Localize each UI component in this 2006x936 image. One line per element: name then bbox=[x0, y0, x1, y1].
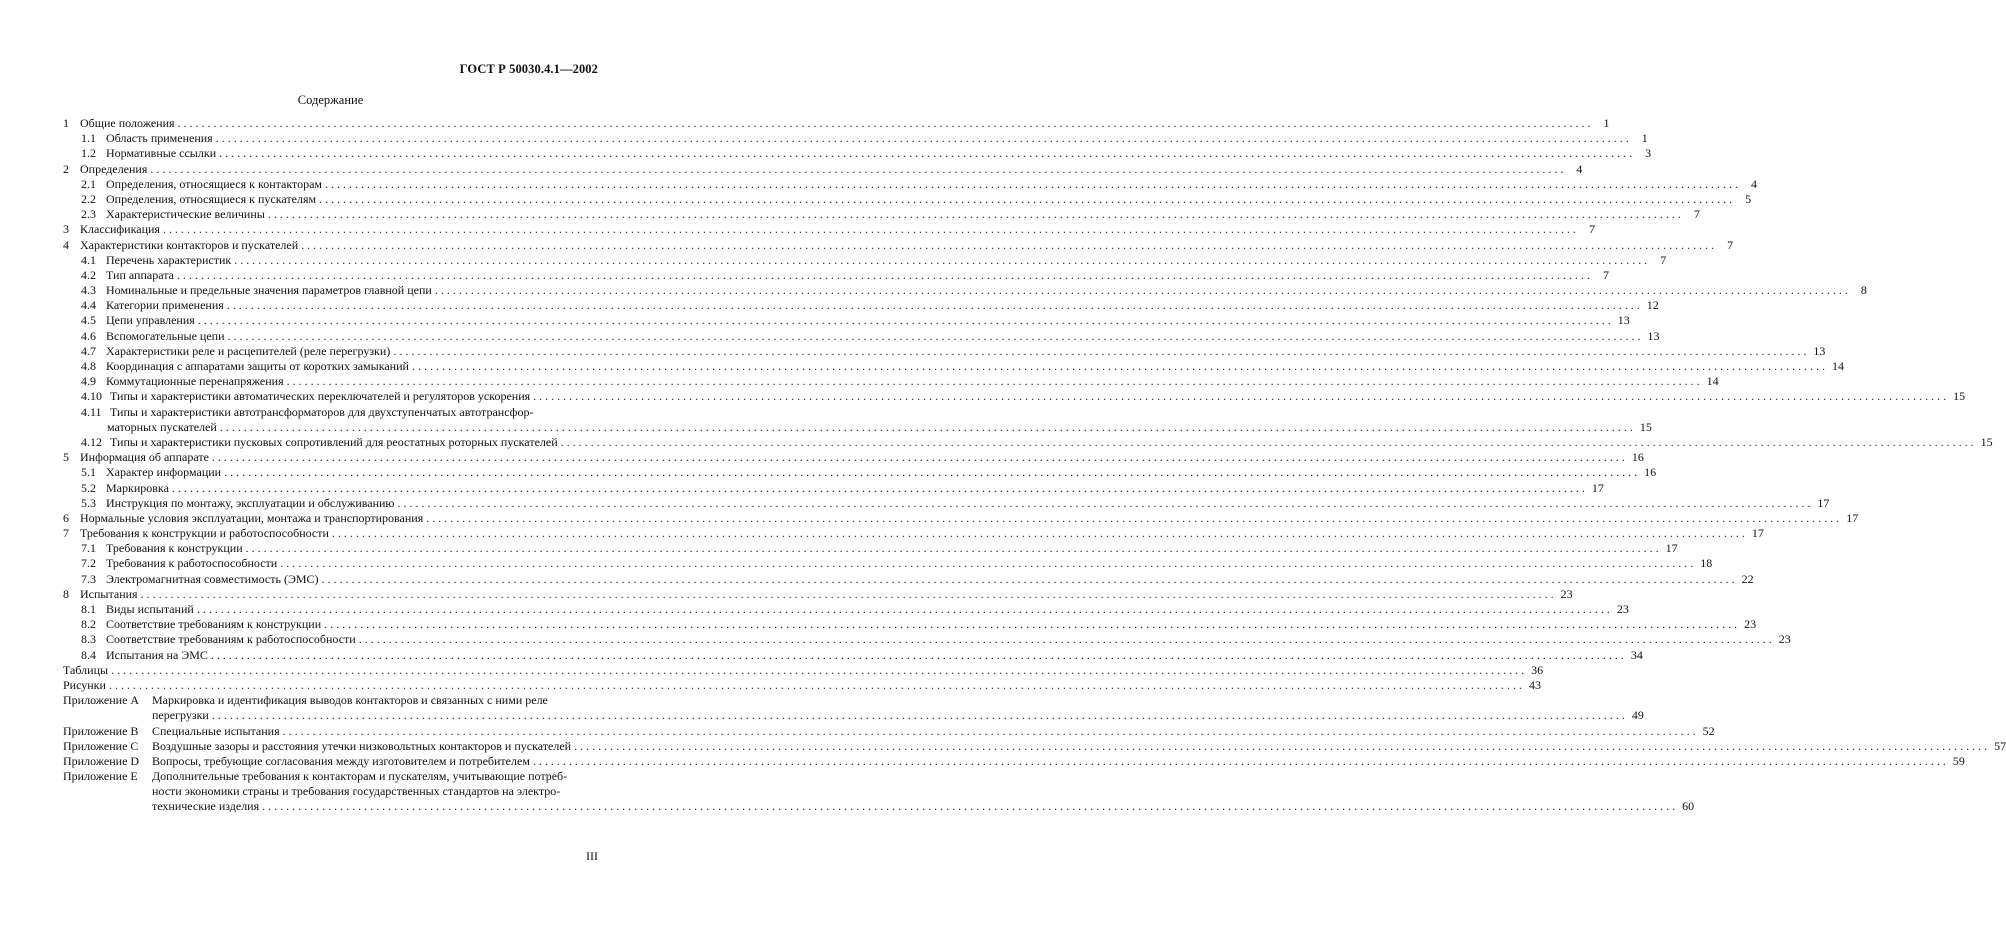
toc-entry[interactable]: 4.4 Категории применения . . . 12 bbox=[63, 298, 599, 313]
toc-entry[interactable]: 5 Информация об аппарате . . . 16 bbox=[63, 450, 599, 465]
toc-entry[interactable]: 8.4 Испытания на ЭМС . . . 34 bbox=[63, 648, 599, 663]
toc-entry[interactable]: 4.12 Типы и характеристики пусковых сопротивлений для реостатных роторных пускателей . . . 15 bbox=[63, 435, 599, 450]
toc-entry[interactable]: 4.5 Цепи управления . . . 13 bbox=[63, 313, 599, 328]
toc-entry[interactable]: 5.1 Характер информации . . . 16 bbox=[63, 465, 599, 480]
toc-entry[interactable]: 4.3 Номинальные и предельные значения параметров главной цепи . . . 8 bbox=[63, 283, 599, 298]
page-title: Содержание bbox=[297, 93, 364, 107]
toc-entry-continuation[interactable]: перегрузки . . . 49 bbox=[63, 708, 599, 723]
toc-entry-appendix[interactable]: Приложение D Вопросы, требующие согласования между изготовителем и потребителем . . . 59 bbox=[63, 754, 599, 769]
toc-entry-appendix[interactable]: Приложение C Воздушные зазоры и расстояния утечки низковольтных контакторов и пускателей . . . 57 bbox=[63, 739, 599, 754]
toc-entry[interactable]: 4 Характеристики контакторов и пускателей . . . 7 bbox=[63, 238, 599, 253]
toc-entry[interactable]: 1 Общие положения . . . 1 bbox=[63, 116, 599, 131]
toc-entry[interactable]: 2.2 Определения, относящиеся к пускателям . . . 5 bbox=[63, 192, 599, 207]
toc-entry[interactable]: Таблицы . . . 36 bbox=[63, 663, 599, 678]
table-of-contents bbox=[63, 116, 2006, 815]
toc-entry[interactable]: 4.9 Коммутационные перенапряжения . . . 14 bbox=[63, 374, 599, 389]
toc-entry[interactable]: 7.1 Требования к конструкции . . . 17 bbox=[63, 541, 599, 556]
toc-entry[interactable]: 4.6 Вспомогательные цепи . . . 13 bbox=[63, 329, 599, 344]
toc-entry[interactable]: 8.2 Соответствие требованиям к конструкции . . . 23 bbox=[63, 617, 599, 632]
toc-entry-appendix[interactable]: Приложение A Маркировка и идентификация выводов контакторов и связанных с ними реле bbox=[63, 693, 548, 708]
document-standard-number: ГОСТ Р 50030.4.1—2002 bbox=[459, 62, 598, 76]
toc-entry[interactable]: 1.1 Область применения . . . 1 bbox=[63, 131, 599, 146]
toc-entry[interactable]: 4.10 Типы и характеристики автоматических переключателей и регуляторов ускорения . . . 15 bbox=[63, 389, 599, 404]
toc-entry[interactable]: 5.2 Маркировка . . . 17 bbox=[63, 481, 599, 496]
page-number: III bbox=[586, 849, 598, 863]
toc-entry[interactable]: 8.1 Виды испытаний . . . 23 bbox=[63, 602, 599, 617]
toc-entry[interactable]: 1.2 Нормативные ссылки . . . 3 bbox=[63, 146, 599, 161]
toc-entry-appendix[interactable]: Приложение E Дополнительные требования к контакторам и пускателям, учитывающие потреб- bbox=[63, 769, 568, 784]
toc-entry[interactable]: 7 Требования к конструкции и работоспособности . . . 17 bbox=[63, 526, 599, 541]
toc-entry[interactable]: 8 Испытания . . . 23 bbox=[63, 587, 599, 602]
toc-entry[interactable]: 2 Определения . . . 4 bbox=[63, 162, 599, 177]
toc-entry-continuation[interactable]: маторных пускателей . . . 15 bbox=[63, 420, 599, 435]
toc-entry[interactable]: 6 Нормальные условия эксплуатации, монтажа и транспортирования . . . 17 bbox=[63, 511, 599, 526]
toc-entry[interactable]: 8.3 Соответствие требованиям к работоспособности . . . 23 bbox=[63, 632, 599, 647]
toc-entry[interactable]: 7.2 Требования к работоспособности . . . 18 bbox=[63, 556, 599, 571]
toc-entry[interactable]: 2.3 Характеристические величины . . . 7 bbox=[63, 207, 599, 222]
toc-entry-continuation[interactable]: технические изделия . . . 60 bbox=[63, 799, 599, 814]
toc-entry-continuation: ности экономики страны и требования государственных стандартов на электро- bbox=[152, 784, 561, 799]
toc-entry[interactable]: 7.3 Электромагнитная совместимость (ЭМС) . . . 22 bbox=[63, 572, 599, 587]
toc-entry[interactable]: 4.7 Характеристики реле и расцепителей (реле перегрузки) . . . 13 bbox=[63, 344, 599, 359]
toc-entry[interactable]: Рисунки . . . 43 bbox=[63, 678, 599, 693]
toc-entry[interactable]: 4.2 Тип аппарата . . . 7 bbox=[63, 268, 599, 283]
toc-entry[interactable]: 5.3 Инструкция по монтажу, эксплуатации и обслуживанию . . . 17 bbox=[63, 496, 599, 511]
toc-entry[interactable]: 3 Классификация . . . 7 bbox=[63, 222, 599, 237]
toc-entry[interactable]: 4.8 Координация с аппаратами защиты от коротких замыканий . . . 14 bbox=[63, 359, 599, 374]
toc-entry[interactable]: 2.1 Определения, относящиеся к контакторам . . . 4 bbox=[63, 177, 599, 192]
toc-entry[interactable]: 4.11 Типы и характеристики автотрансформаторов для двухступенчатых автотрансфор- bbox=[81, 404, 534, 419]
toc-entry[interactable]: 4.1 Перечень характеристик . . . 7 bbox=[63, 253, 599, 268]
toc-entry-appendix[interactable]: Приложение B Специальные испытания . . . 52 bbox=[63, 724, 599, 739]
